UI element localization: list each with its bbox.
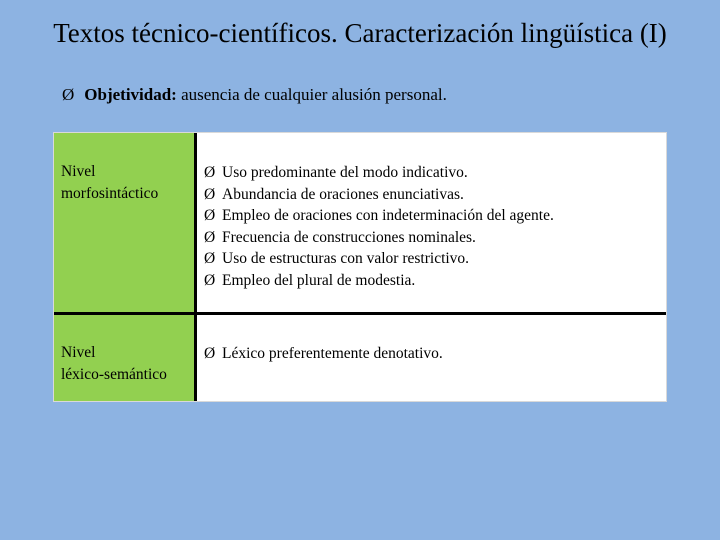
list-item: [204, 343, 443, 365]
intro-term: Objetividad:: [84, 85, 177, 104]
arrow-bullet-icon: Ø: [204, 345, 216, 362]
table-row-morfosintactico: [54, 133, 666, 313]
list-item: [204, 184, 554, 206]
arrow-bullet-icon: Ø: [204, 164, 216, 181]
slide-title: Textos técnico-científicos. Caracterización lingüística (I): [53, 18, 667, 48]
list-item: [204, 162, 554, 184]
list-item-text: Empleo de oraciones con indeterminación del agente.: [222, 207, 554, 224]
level-label-line2: morfosintáctico: [61, 185, 159, 202]
list-item: [204, 270, 554, 292]
arrow-bullet-icon: Ø: [204, 185, 216, 203]
column-divider: [194, 315, 197, 401]
level-label-cell: [54, 315, 194, 401]
level-label-line1: Nivel: [61, 344, 96, 361]
feature-list: [204, 162, 554, 291]
arrow-bullet-icon: Ø: [62, 85, 75, 104]
level-label-line1: Nivel: [61, 163, 96, 180]
level-label-line2: léxico-semántico: [61, 366, 167, 383]
intro-bullet: [62, 84, 447, 106]
arrow-bullet-icon: Ø: [204, 207, 216, 224]
arrow-bullet-icon: Ø: [204, 228, 216, 246]
list-item-text: Uso predominante del modo indicativo.: [222, 164, 468, 181]
list-item: [204, 205, 554, 227]
intro-text: ausencia de cualquier alusión personal.: [181, 85, 447, 104]
list-item: [204, 248, 554, 270]
column-divider: [194, 133, 197, 313]
list-item-text: Abundancia de oraciones enunciativas.: [222, 185, 464, 203]
list-item: [204, 227, 554, 249]
list-item-text: Léxico preferentemente denotativo.: [222, 345, 443, 362]
arrow-bullet-icon: Ø: [204, 271, 216, 289]
arrow-bullet-icon: Ø: [204, 250, 216, 267]
table-row-lexico-semantico: [54, 315, 666, 401]
list-item-text: Empleo del plural de modestia.: [222, 271, 416, 289]
characteristics-table: [53, 132, 667, 402]
level-label-cell: [54, 133, 194, 313]
feature-list: [204, 343, 443, 365]
list-item-text: Uso de estructuras con valor restrictivo.: [222, 250, 470, 267]
list-item-text: Frecuencia de construcciones nominales.: [222, 228, 476, 246]
